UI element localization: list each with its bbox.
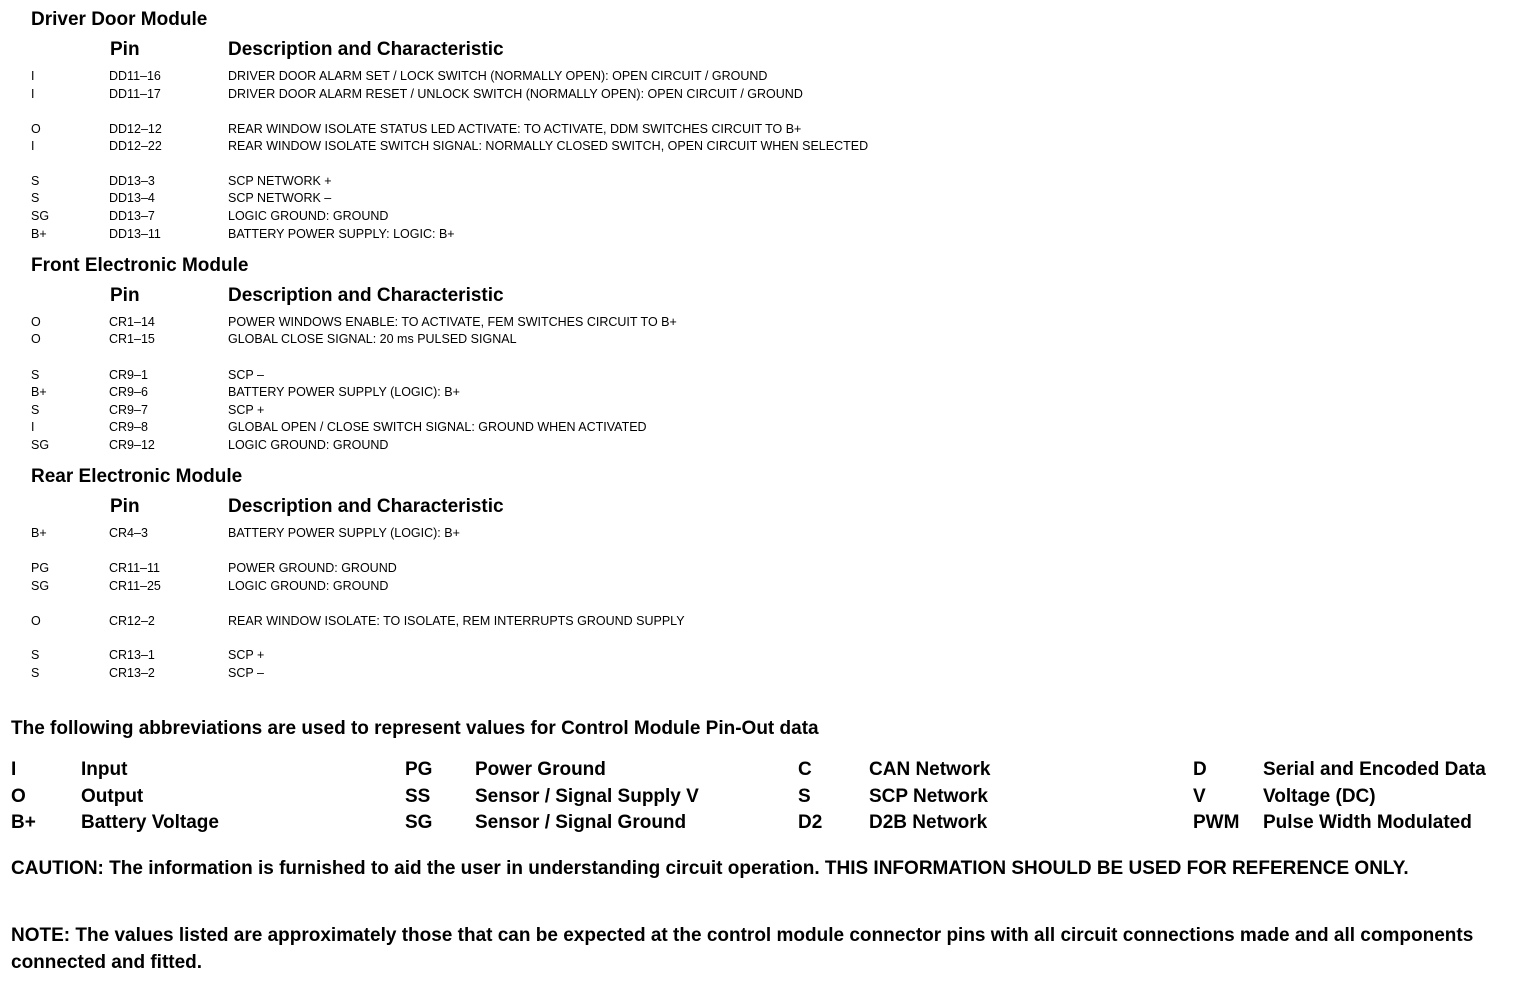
pin-description: BATTERY POWER SUPPLY: LOGIC: B+	[228, 227, 455, 241]
signal-type: B+	[31, 526, 47, 540]
abbreviation-code: C	[798, 759, 812, 780]
abbreviation-code: D	[1193, 759, 1207, 780]
pin-description: REAR WINDOW ISOLATE: TO ISOLATE, REM INTERRUPTS GROUND SUPPLY	[228, 614, 685, 628]
pin-id: DD12–22	[109, 139, 162, 153]
abbreviation-code: S	[798, 786, 811, 807]
pin-description: LOGIC GROUND: GROUND	[228, 209, 389, 223]
pin-description: SCP NETWORK +	[228, 174, 332, 188]
pin-column-header: Pin	[110, 39, 140, 60]
signal-type: I	[31, 139, 35, 153]
pin-description: SCP +	[228, 403, 265, 417]
signal-type: SG	[31, 209, 50, 223]
abbreviation-code: SG	[405, 812, 433, 833]
signal-type: I	[31, 69, 35, 83]
abbreviation-code: PWM	[1193, 812, 1240, 833]
abbreviation-code: PG	[405, 759, 433, 780]
pin-description: REAR WINDOW ISOLATE SWITCH SIGNAL: NORMALLY CLOSED SWITCH, OPEN CIRCUIT WHEN SELECTED	[228, 139, 869, 153]
pin-description: DRIVER DOOR ALARM RESET / UNLOCK SWITCH (NORMALLY OPEN): OPEN CIRCUIT / GROUND	[228, 87, 803, 101]
abbreviation-code: O	[11, 786, 26, 807]
description-column-header: Description and Characteristic	[228, 496, 504, 517]
description-column-header: Description and Characteristic	[228, 39, 504, 60]
pin-id: CR1–14	[109, 315, 155, 329]
abbreviation-meaning: Sensor / Signal Ground	[475, 812, 687, 833]
abbreviation-meaning: Output	[81, 786, 144, 807]
signal-type: PG	[31, 561, 50, 575]
pin-id: DD11–17	[109, 87, 161, 101]
signal-type: O	[31, 122, 41, 136]
abbreviations-title: The following abbreviations are used to represent values for Control Module Pin-Out data	[11, 718, 819, 739]
signal-type: S	[31, 648, 40, 662]
pin-id: CR9–7	[109, 403, 148, 417]
pin-column-header: Pin	[110, 496, 140, 517]
pin-id: CR11–11	[109, 561, 160, 575]
description-column-header: Description and Characteristic	[228, 285, 504, 306]
abbreviation-meaning: Power Ground	[475, 759, 606, 780]
signal-type: S	[31, 666, 40, 680]
signal-type: S	[31, 403, 40, 417]
pin-id: DD11–16	[109, 69, 161, 83]
signal-type: S	[31, 174, 40, 188]
abbreviation-code: SS	[405, 786, 431, 807]
pin-description: SCP –	[228, 666, 264, 680]
abbreviation-meaning: Pulse Width Modulated	[1263, 812, 1472, 833]
pin-id: DD13–3	[109, 174, 155, 188]
signal-type: I	[31, 420, 35, 434]
abbreviation-meaning: Voltage (DC)	[1263, 786, 1376, 807]
pin-id: CR9–8	[109, 420, 148, 434]
abbreviation-meaning: Battery Voltage	[81, 812, 219, 833]
pin-id: CR11–25	[109, 579, 161, 593]
signal-type: O	[31, 614, 41, 628]
signal-type: O	[31, 332, 41, 346]
signal-type: B+	[31, 385, 47, 399]
pin-description: REAR WINDOW ISOLATE STATUS LED ACTIVATE: TO ACTIVATE, DDM SWITCHES CIRCUIT TO B+	[228, 122, 802, 136]
pin-description: LOGIC GROUND: GROUND	[228, 579, 389, 593]
module-title: Front Electronic Module	[31, 255, 249, 276]
signal-type: SG	[31, 579, 50, 593]
pin-id: CR9–6	[109, 385, 148, 399]
pin-description: BATTERY POWER SUPPLY (LOGIC): B+	[228, 385, 460, 399]
pin-id: CR13–1	[109, 648, 155, 662]
abbreviation-code: I	[11, 759, 17, 780]
abbreviation-meaning: Serial and Encoded Data	[1263, 759, 1486, 780]
abbreviation-meaning: Sensor / Signal Supply V	[475, 786, 699, 807]
abbreviation-code: B+	[11, 812, 36, 833]
pin-id: CR13–2	[109, 666, 155, 680]
signal-type: O	[31, 315, 41, 329]
signal-type: B+	[31, 227, 47, 241]
pin-id: CR1–15	[109, 332, 155, 346]
pin-description: POWER GROUND: GROUND	[228, 561, 397, 575]
pin-id: DD13–7	[109, 209, 155, 223]
pin-column-header: Pin	[110, 285, 140, 306]
caution-note: CAUTION: The information is furnished to aid the user in understanding circuit operation. THIS INFORMATION SHOULD BE USED FOR REFERENCE ONLY.	[11, 858, 1409, 879]
module-title: Driver Door Module	[31, 9, 208, 30]
signal-type: I	[31, 87, 35, 101]
pin-description: SCP +	[228, 648, 265, 662]
pin-description: BATTERY POWER SUPPLY (LOGIC): B+	[228, 526, 460, 540]
abbreviation-code: V	[1193, 786, 1206, 807]
abbreviation-meaning: Input	[81, 759, 128, 780]
pin-description: GLOBAL CLOSE SIGNAL: 20 ms PULSED SIGNAL	[228, 332, 517, 346]
pin-description: LOGIC GROUND: GROUND	[228, 438, 389, 452]
abbreviation-meaning: SCP Network	[869, 786, 988, 807]
pin-id: CR9–1	[109, 368, 148, 382]
pin-description: POWER WINDOWS ENABLE: TO ACTIVATE, FEM SWITCHES CIRCUIT TO B+	[228, 315, 677, 329]
pin-id: CR4–3	[109, 526, 148, 540]
pin-description: SCP –	[228, 368, 264, 382]
abbreviation-meaning: D2B Network	[869, 812, 988, 833]
pin-id: DD13–11	[109, 227, 161, 241]
pin-id: DD12–12	[109, 122, 162, 136]
pin-description: GLOBAL OPEN / CLOSE SWITCH SIGNAL: GROUND WHEN ACTIVATED	[228, 420, 647, 434]
pin-id: CR12–2	[109, 614, 155, 628]
pin-id: CR9–12	[109, 438, 155, 452]
signal-type: S	[31, 368, 40, 382]
pin-description: SCP NETWORK –	[228, 191, 332, 205]
abbreviation-meaning: CAN Network	[869, 759, 991, 780]
general-note: NOTE: The values listed are approximately those that can be expected at the control module connector pins with all circuit connections made and all components connected and fitted.	[11, 925, 1474, 973]
abbreviation-code: D2	[798, 812, 823, 833]
signal-type: SG	[31, 438, 50, 452]
pin-description: DRIVER DOOR ALARM SET / LOCK SWITCH (NORMALLY OPEN): OPEN CIRCUIT / GROUND	[228, 69, 768, 83]
signal-type: S	[31, 191, 40, 205]
module-title: Rear Electronic Module	[31, 466, 243, 487]
pin-id: DD13–4	[109, 191, 155, 205]
